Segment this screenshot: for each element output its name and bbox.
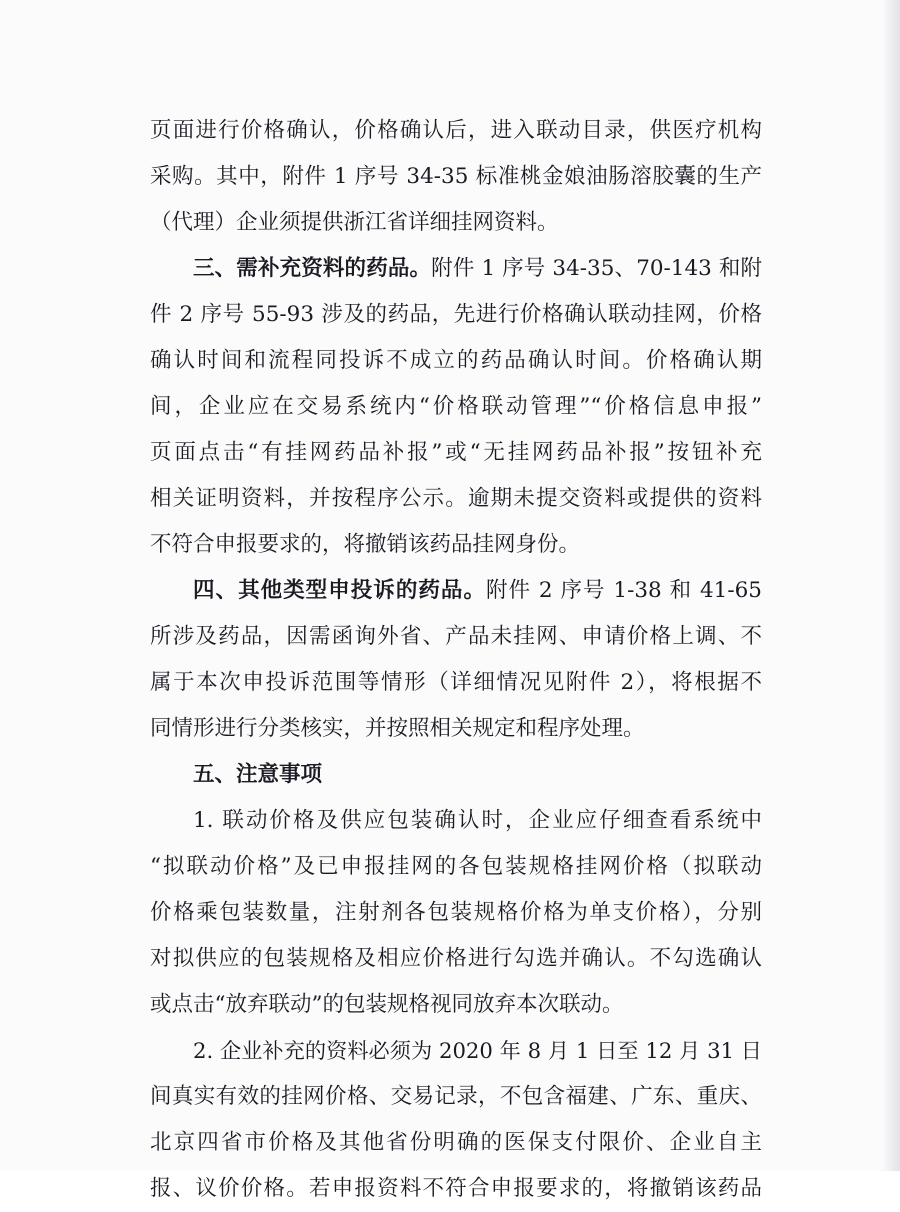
section-text: 附件 2 序号 1-38 和 41-65 [485, 578, 762, 603]
body-line: （代理）企业须提供浙江省详细挂网资料。 [150, 210, 559, 235]
body-line: 相关证明资料，并按程序公示。逾期未提交资料或提供的资料 [150, 486, 762, 511]
page-edge-shadow [882, 0, 900, 1171]
body-line: 页面进行价格确认，价格确认后，进入联动目录，供医疗机构 [150, 118, 762, 143]
body-line: 所涉及药品，因需函询外省、产品未挂网、申请价格上调、不 [150, 624, 762, 649]
body-line: 确认时间和流程同投诉不成立的药品确认时间。价格确认期 [150, 348, 762, 373]
section-line [150, 246, 762, 292]
document-body [150, 108, 762, 1212]
body-line: 采购。其中，附件 1 序号 34-35 标准桃金娘油肠溶胶囊的生产 [150, 164, 762, 189]
section-text: 附件 1 序号 34-35、70-143 和附 [431, 256, 762, 281]
body-line: 或点击“放弃联动”的包装规格视同放弃本次联动。 [150, 992, 624, 1017]
body-line: 对拟供应的包装规格及相应价格进行勾选并确认。不勾选确认 [150, 946, 762, 971]
body-line: “拟联动价格”及已申报挂网的各包装规格挂网价格（拟联动 [150, 854, 762, 879]
body-line: 1. 联动价格及供应包装确认时，企业应仔细查看系统中 [193, 808, 762, 833]
body-line: 件 2 序号 55-93 涉及的药品，先进行价格确认联动挂网，价格 [150, 302, 762, 327]
body-line: 北京四省市价格及其他省份明确的医保支付限价、企业自主 [150, 1130, 762, 1155]
body-line: 属于本次申投诉范围等情形（详细情况见附件 2），将根据不 [150, 670, 762, 695]
body-line: 间，企业应在交易系统内“价格联动管理”“价格信息申报” [150, 394, 762, 419]
body-line: 报、议价价格。若申报资料不符合申报要求的，将撤销该药品 [150, 1176, 762, 1201]
section-heading: 五、注意事项 [193, 762, 323, 787]
section-line [150, 752, 762, 798]
body-line: 价格乘包装数量，注射剂各包装规格价格为单支价格），分别 [150, 900, 762, 925]
body-line: 不符合申报要求的，将撤销该药品挂网身份。 [150, 532, 581, 557]
section-heading: 三、需补充资料的药品。 [193, 256, 432, 281]
section-line [150, 568, 762, 614]
body-line: 页面点击“有挂网药品补报”或“无挂网药品补报”按钮补充 [150, 440, 762, 465]
body-line: 2. 企业补充的资料必须为 2020 年 8 月 1 日至 12 月 31 日 [193, 1038, 762, 1063]
section-heading: 四、其他类型申投诉的药品。 [193, 578, 486, 603]
body-line: 间真实有效的挂网价格、交易记录，不包含福建、广东、重庆、 [150, 1084, 762, 1109]
body-line: 同情形进行分类核实，并按照相关规定和程序处理。 [150, 716, 645, 741]
